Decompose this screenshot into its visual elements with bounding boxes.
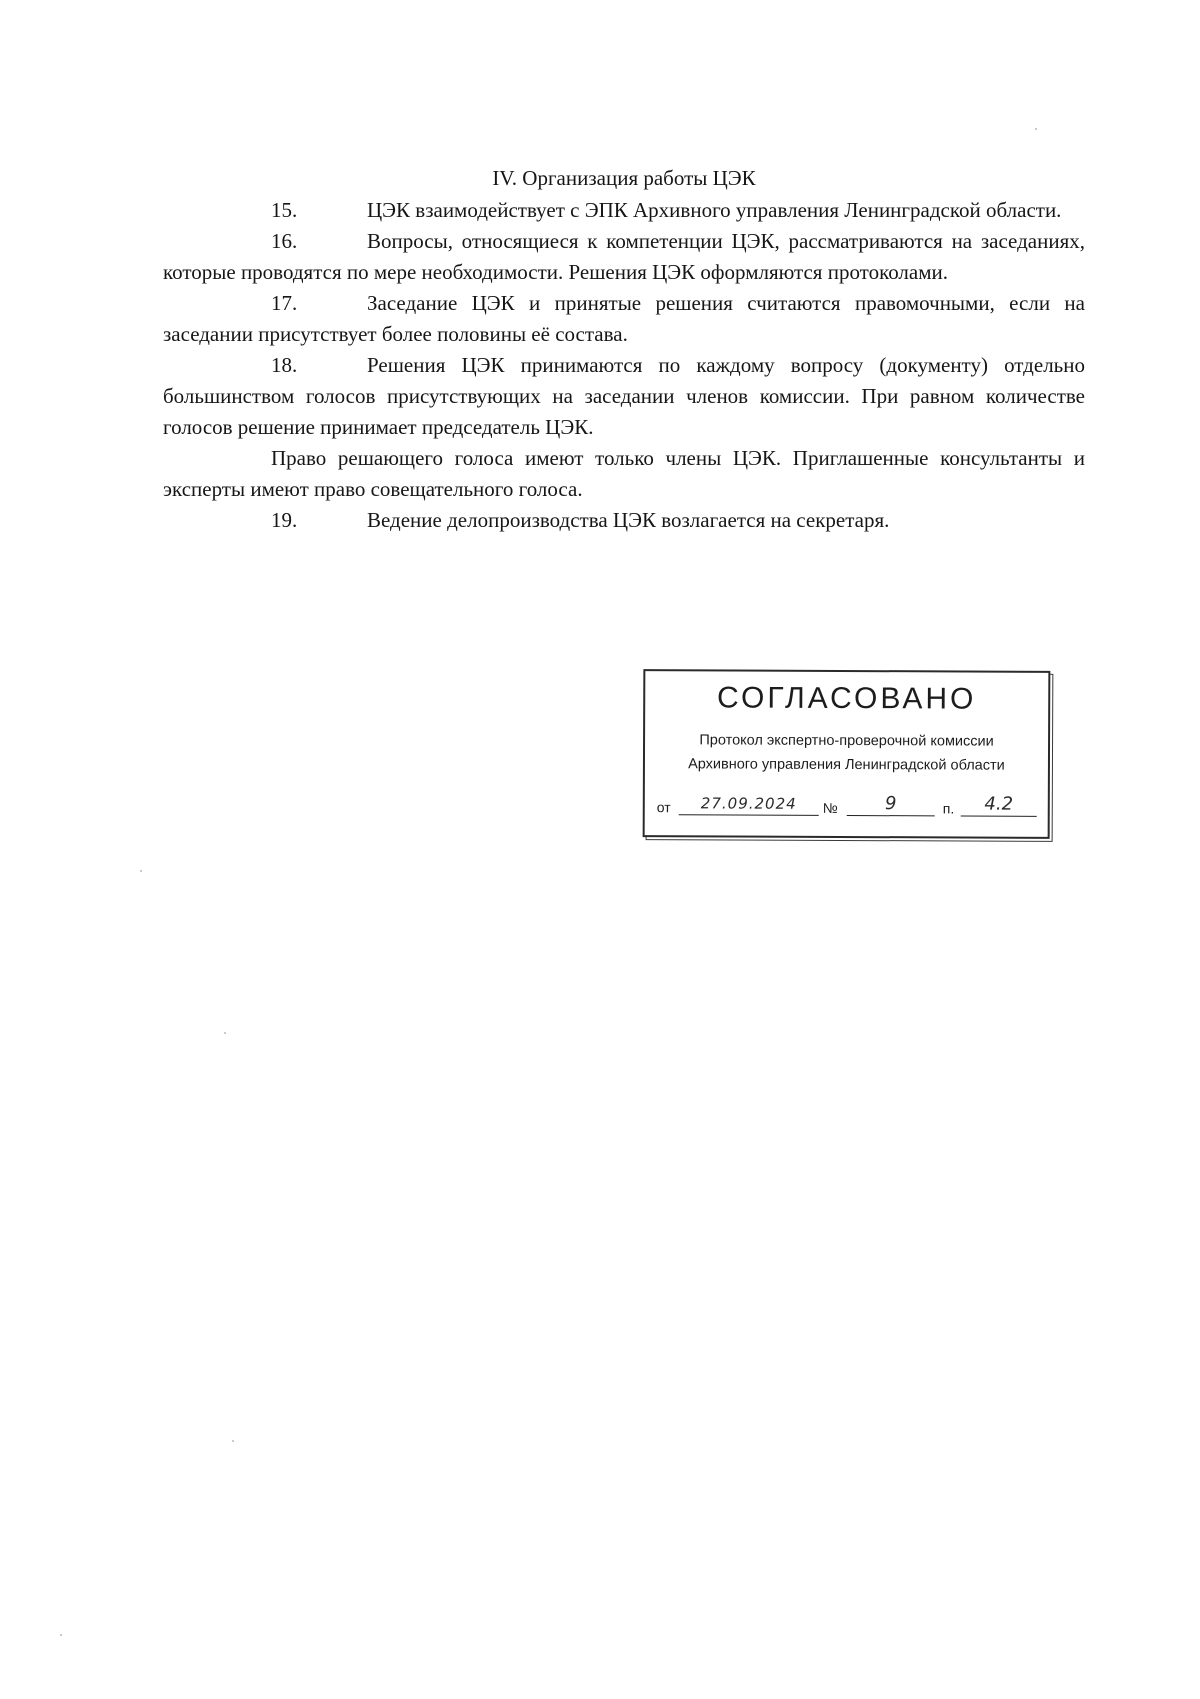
paragraph-17 [163, 288, 1085, 350]
stamp-details-row [657, 789, 1038, 819]
scan-speck [1035, 128, 1037, 130]
scan-speck [140, 870, 142, 872]
paragraph-number: 19. [271, 508, 298, 532]
scan-speck [60, 1634, 62, 1636]
paragraph-number: 17. [271, 291, 298, 315]
stamp-organization-line: Архивного управления Ленинградской области [688, 756, 1005, 774]
stamp-number-label: № [822, 799, 838, 816]
stamp-title: СОГЛАСОВАНО [717, 681, 977, 716]
paragraph-19 [163, 505, 1085, 536]
paragraph-16 [163, 226, 1085, 288]
paragraph-18 [163, 350, 1085, 443]
scan-speck [232, 1440, 234, 1442]
paragraph-text: Вопросы, относящиеся к компетенции ЦЭК, рассматриваются на заседаниях, которые проводятся по мере необходимости. Решения ЦЭК оформляются протоколами. [163, 229, 1085, 284]
stamp-date-value: 27.09.2024 [679, 792, 819, 816]
paragraph-number: 15. [271, 198, 298, 222]
paragraph-15 [163, 195, 1085, 226]
stamp-protocol-line: Протокол экспертно-проверочной комиссии [699, 732, 994, 750]
stamp-item-label: п. [942, 800, 955, 817]
paragraph-text: Ведение делопроизводства ЦЭК возлагается на секретаря. [367, 508, 890, 532]
scan-speck [224, 1032, 226, 1034]
stamp-date-label: от [656, 799, 671, 816]
paragraph-number: 16. [271, 229, 298, 253]
stamp-number-value: 9 [847, 793, 935, 816]
approval-stamp [643, 669, 1051, 839]
paragraph-text: Заседание ЦЭК и принятые решения считаются правомочными, если на заседании присутствует более половины её состава. [163, 291, 1085, 346]
paragraph-18-continued [163, 443, 1085, 505]
section-heading: IV. Организация работы ЦЭК [492, 166, 756, 190]
paragraph-text: ЦЭК взаимодействует с ЭПК Архивного управления Ленинградской области. [367, 198, 1062, 222]
stamp-item-value: 4.2 [961, 793, 1037, 816]
document-body [163, 195, 1085, 536]
paragraph-number: 18. [271, 353, 298, 377]
paragraph-text: Решения ЦЭК принимаются по каждому вопросу (документу) отдельно большинством голосов присутствующих на заседании членов комиссии. При равном количестве голосов решение принимает председатель ЦЭК. [163, 353, 1085, 439]
paragraph-text: Право решающего голоса имеют только члены ЦЭК. Приглашенные консультанты и эксперты имеют право совещательного голоса. [163, 446, 1085, 501]
